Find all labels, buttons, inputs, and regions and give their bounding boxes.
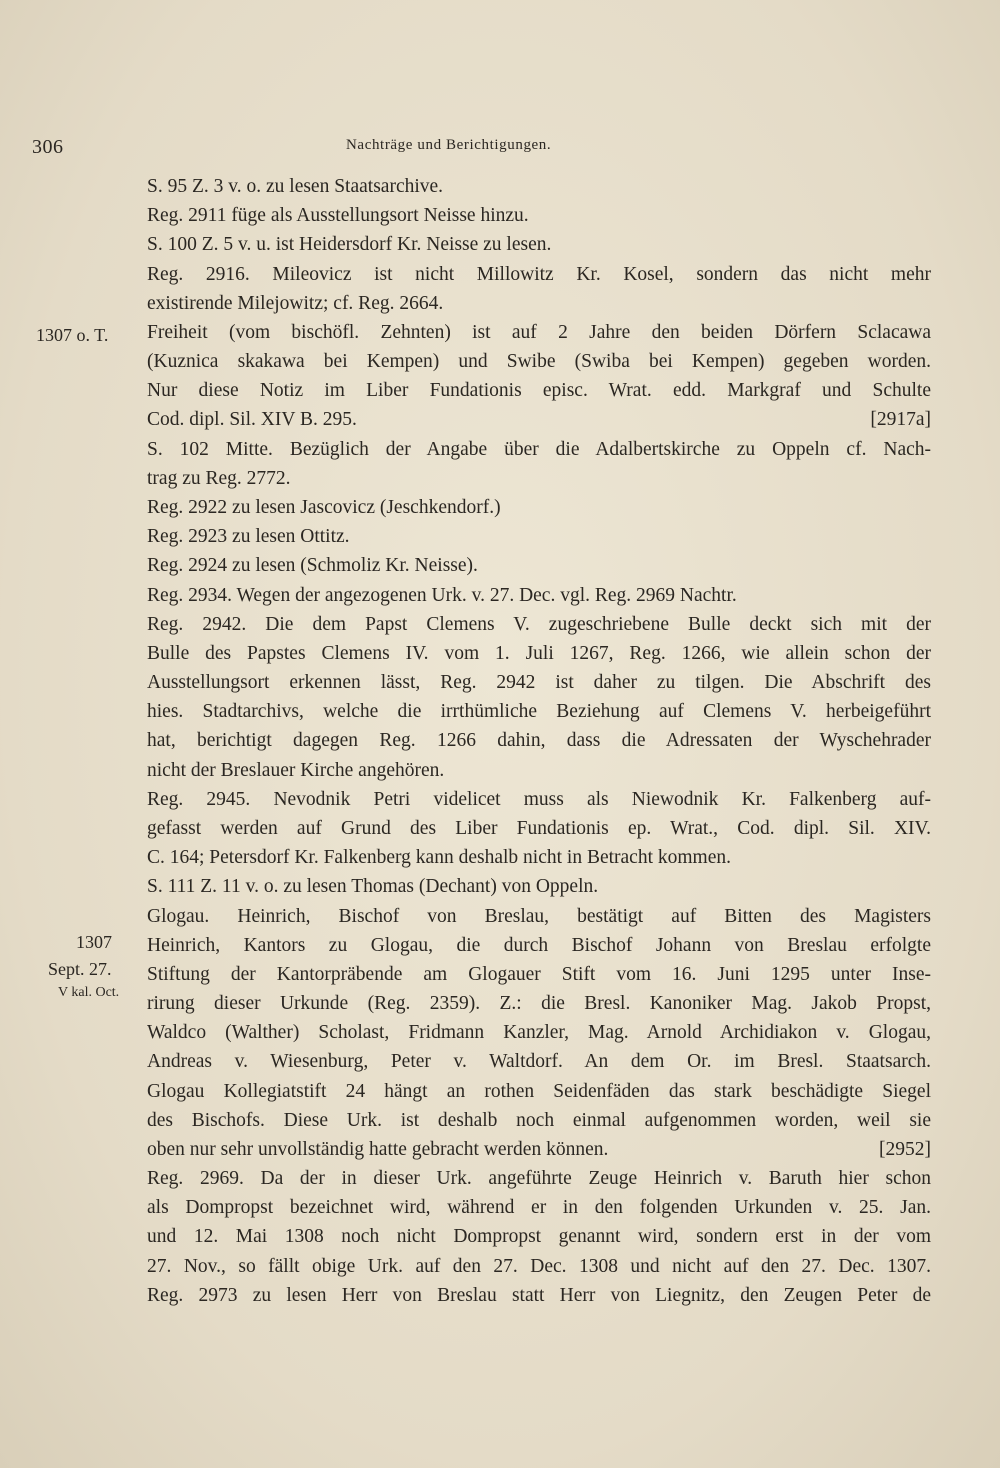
line-text: Stiftung der Kantorpräbende am Glogauer Stift vom 16. Juni 1295 unter Inse- bbox=[147, 963, 931, 985]
text-line bbox=[147, 697, 931, 727]
text-line bbox=[147, 1193, 931, 1223]
line-text: Reg. 2942. Die dem Papst Clemens V. zugeschriebene Bulle deckt sich mit der bbox=[147, 613, 931, 635]
line-text: des Bischofs. Diese Urk. ist deshalb noch einmal aufgenommen worden, weil sie bbox=[147, 1109, 931, 1131]
line-text: Reg. 2934. Wegen der angezogenen Urk. v. 27. Dec. vgl. Reg. 2969 Nachtr. bbox=[147, 584, 737, 606]
line-text: Reg. 2922 zu lesen Jascovicz (Jeschkendorf.) bbox=[147, 496, 501, 518]
register-number: [2952] bbox=[879, 1138, 931, 1160]
text-line bbox=[147, 376, 931, 406]
line-text: Heinrich, Kantors zu Glogau, die durch Bischof Johann von Breslau erfolgte bbox=[147, 934, 931, 956]
line-text: trag zu Reg. 2772. bbox=[147, 467, 291, 489]
text-line bbox=[147, 493, 931, 523]
line-text: Reg. 2924 zu lesen (Schmoliz Kr. Neisse). bbox=[147, 555, 478, 577]
text-line bbox=[147, 1164, 931, 1194]
text-line bbox=[147, 318, 931, 348]
line-text: Reg. 2911 füge als Ausstellungsort Neisse hinzu. bbox=[147, 205, 529, 227]
line-text: Glogau. Heinrich, Bischof von Breslau, bestätigt auf Bitten des Magisters bbox=[147, 905, 931, 927]
text-line bbox=[147, 814, 931, 844]
text-line bbox=[147, 989, 931, 1019]
line-text: S. 95 Z. 3 v. o. zu lesen Staatsarchive. bbox=[147, 176, 444, 197]
text-line bbox=[147, 172, 931, 202]
text-line bbox=[147, 1252, 931, 1282]
line-text: hat, berichtigt dagegen Reg. 1266 dahin, dass die Adressaten der Wyschehrader bbox=[147, 730, 931, 752]
page-number: 306 bbox=[32, 136, 64, 158]
text-line bbox=[147, 1281, 931, 1311]
text-line bbox=[147, 668, 931, 698]
line-text: Reg. 2969. Da der in dieser Urk. angeführte Zeuge Heinrich v. Baruth hier schon bbox=[147, 1168, 931, 1190]
line-text: Andreas v. Wiesenburg, Peter v. Waltdorf. An dem Or. im Bresl. Staatsarch. bbox=[147, 1051, 931, 1073]
line-text: existirende Milejowitz; cf. Reg. 2664. bbox=[147, 292, 444, 314]
text-line bbox=[147, 1222, 931, 1252]
text-line bbox=[147, 260, 931, 290]
line-text: Cod. dipl. Sil. XIV B. 295. bbox=[147, 409, 357, 431]
line-text: Reg. 2973 zu lesen Herr von Breslau statt Herr von Liegnitz, den Zeugen Peter de bbox=[147, 1284, 931, 1306]
text-line bbox=[147, 1047, 931, 1077]
line-text: 27. Nov., so fällt obige Urk. auf den 27. Dec. 1308 und nicht auf den 27. Dec. 1307. bbox=[147, 1255, 931, 1277]
line-text: Reg. 2923 zu lesen Ottitz. bbox=[147, 526, 350, 548]
text-line bbox=[147, 405, 931, 435]
text-line bbox=[147, 931, 931, 961]
text-line bbox=[147, 610, 931, 640]
margin-date-1307: 1307 bbox=[76, 932, 112, 952]
line-text: hies. Stadtarchivs, welche die irrthümliche Beziehung auf Clemens V. herbeigeführt bbox=[147, 701, 931, 723]
text-line bbox=[147, 347, 931, 377]
text-line bbox=[147, 902, 931, 932]
text-line bbox=[147, 639, 931, 669]
line-text: gefasst werden auf Grund des Liber Fundationis ep. Wrat., Cod. dipl. Sil. XIV. bbox=[147, 817, 931, 839]
text-line bbox=[147, 756, 931, 786]
margin-date-kal-oct: V kal. Oct. bbox=[58, 985, 120, 1000]
text-line bbox=[147, 230, 931, 260]
line-text: S. 102 Mitte. Bezüglich der Angabe über die Adalbertskirche zu Oppeln cf. Nach- bbox=[147, 438, 931, 460]
margin-date-sept-27: Sept. 27. bbox=[48, 959, 112, 979]
running-title: Nachträge und Berichtigungen. bbox=[346, 137, 552, 153]
line-text: und 12. Mai 1308 noch nicht Dompropst genannt wird, sondern erst in der vom bbox=[147, 1226, 931, 1248]
text-line bbox=[147, 435, 931, 465]
line-text: Freiheit (vom bischöfl. Zehnten) ist auf 2 Jahre den beiden Dörfern Sclacawa bbox=[147, 321, 931, 343]
text-line bbox=[147, 289, 931, 319]
line-text: nicht der Breslauer Kirche angehören. bbox=[147, 759, 445, 781]
text-line bbox=[147, 785, 931, 815]
text-line bbox=[147, 522, 931, 552]
register-number: [2917a] bbox=[870, 409, 931, 431]
line-text: S. 100 Z. 5 v. u. ist Heidersdorf Kr. Neisse zu lesen. bbox=[147, 234, 552, 256]
text-line bbox=[147, 726, 931, 756]
line-text: Ausstellungsort erkennen lässt, Reg. 2942 ist daher zu tilgen. Die Abschrift des bbox=[147, 672, 931, 694]
text-line bbox=[147, 1106, 931, 1136]
margin-date-1307-ot: 1307 o. T. bbox=[36, 325, 109, 345]
line-text: S. 111 Z. 11 v. o. zu lesen Thomas (Dechant) von Oppeln. bbox=[147, 876, 599, 898]
line-text: Bulle des Papstes Clemens IV. vom 1. Juli 1267, Reg. 1266, wie allein schon der bbox=[147, 642, 931, 664]
line-text: Reg. 2916. Mileovicz ist nicht Millowitz Kr. Kosel, sondern das nicht mehr bbox=[147, 263, 931, 285]
text-line bbox=[147, 581, 931, 611]
line-text: rirung dieser Urkunde (Reg. 2359). Z.: die Bresl. Kanoniker Mag. Jakob Propst, bbox=[147, 993, 931, 1015]
text-line bbox=[147, 872, 931, 902]
text-line bbox=[147, 1135, 931, 1165]
text-line bbox=[147, 1018, 931, 1048]
text-line bbox=[147, 843, 931, 873]
line-text: Glogau Kollegiatstift 24 hängt an rothen Seidenfäden das stark beschädigte Siegel bbox=[147, 1080, 931, 1102]
line-text: oben nur sehr unvollständig hatte gebracht werden können. bbox=[147, 1138, 609, 1160]
line-text: C. 164; Petersdorf Kr. Falkenberg kann deshalb nicht in Betracht kommen. bbox=[147, 847, 731, 869]
line-text: als Dompropst bezeichnet wird, während er in den folgenden Urkunden v. 25. Jan. bbox=[147, 1197, 931, 1219]
text-line bbox=[147, 960, 931, 990]
text-line bbox=[147, 1077, 931, 1107]
text-line bbox=[147, 551, 931, 581]
line-text: Nur diese Notiz im Liber Fundationis episc. Wrat. edd. Markgraf und Schulte bbox=[147, 380, 931, 402]
line-text: Reg. 2945. Nevodnik Petri videlicet muss als Niewodnik Kr. Falkenberg auf- bbox=[147, 788, 931, 810]
text-line bbox=[147, 464, 931, 494]
line-text: Waldco (Walther) Scholast, Fridmann Kanzler, Mag. Arnold Archidiakon v. Glogau, bbox=[147, 1022, 931, 1044]
text-line bbox=[147, 201, 931, 231]
line-text: (Kuznica skakawa bei Kempen) und Swibe (Swiba bei Kempen) gegeben worden. bbox=[147, 351, 931, 373]
